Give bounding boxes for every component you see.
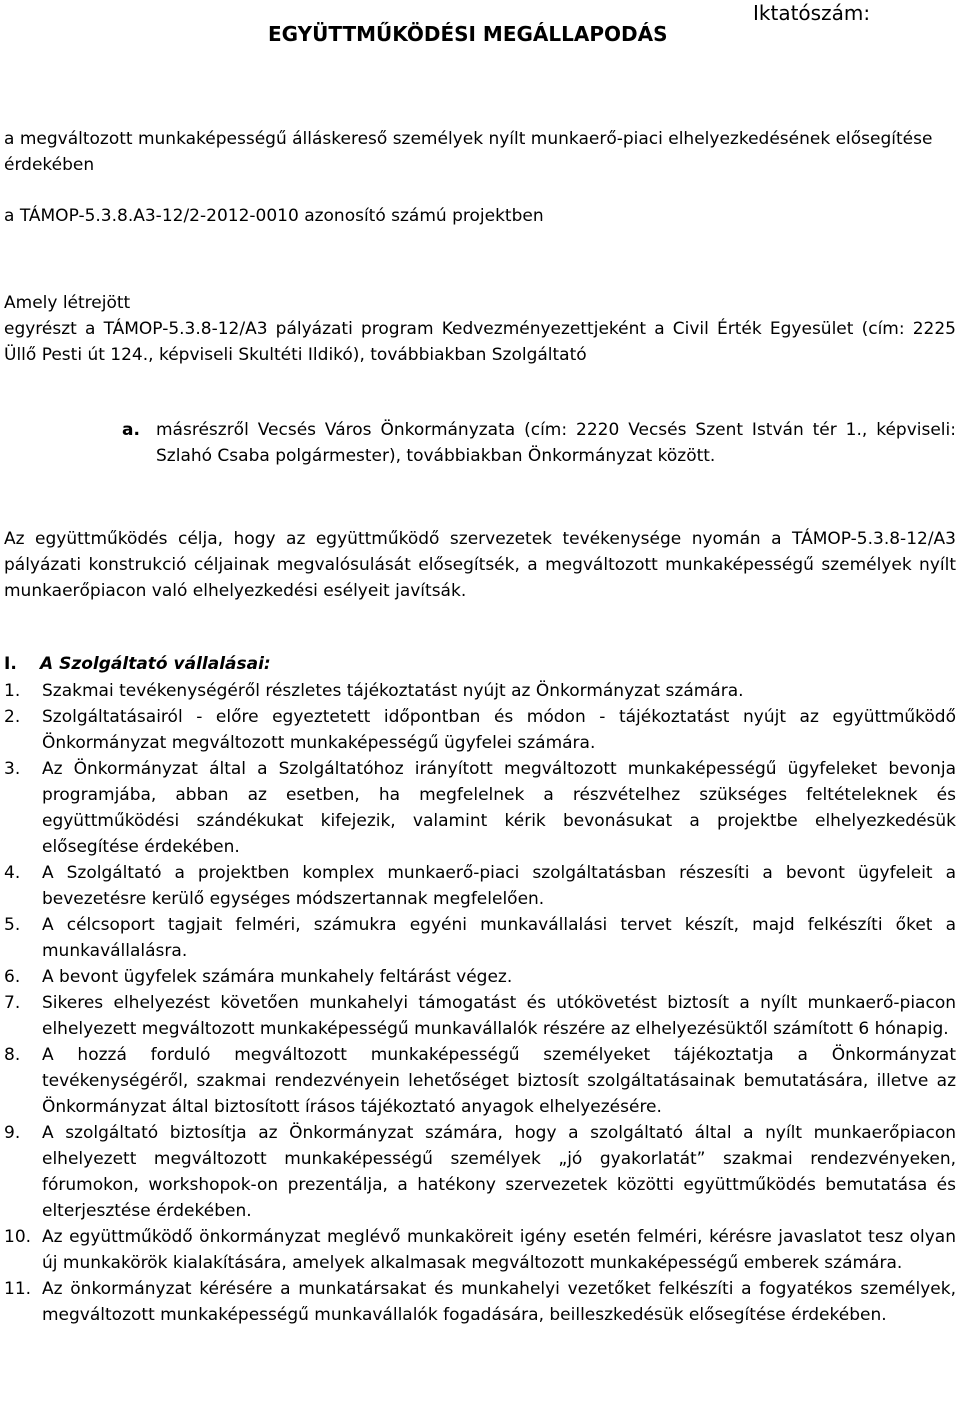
party-two-block (124, 417, 956, 469)
registration-number-label: Iktatószám: (753, 1, 871, 25)
section-one-heading (4, 651, 271, 677)
list-item-number: 2. (4, 707, 21, 727)
list-item-number: 5. (4, 915, 21, 935)
party-one-paragraph: egyrészt a TÁMOP-5.3.8-12/A3 pályázati program Kedvezményezettjeként a Civil Érték Egyesület (cím: 2225 Üllő Pesti út 124., képviseli Skultéti Ildikó), továbbiakban Szolgáltató (4, 319, 956, 365)
list-item-text: Az együttműködő önkormányzat meglévő munkaköreit igény esetén felméri, kérésre javaslatot tesz olyan új munkakörök kialakítására, amelyek alkalmasak megváltozott munkaképességű emberek számára. (42, 1227, 956, 1273)
list-item (4, 1120, 956, 1224)
list-item-number: 7. (4, 993, 21, 1013)
purpose-paragraph: a megváltozott munkaképességű álláskereső személyek nyílt munkaerő-piaci elhelyezkedésének elősegítése érdekében (4, 129, 933, 175)
list-item (4, 990, 956, 1042)
list-item-number: 11. (4, 1279, 32, 1299)
commitments-list (4, 678, 956, 1328)
section-one-number: I. (4, 654, 17, 674)
list-item-number: 8. (4, 1045, 21, 1065)
list-item (4, 1224, 956, 1276)
document-title: EGYÜTTMŰKÖDÉSI MEGÁLLAPODÁS (268, 22, 668, 46)
list-item (4, 1042, 956, 1120)
goal-paragraph: Az együttműködés célja, hogy az együttműködő szervezetek tevékenysége nyomán a TÁMOP-5.3.8-12/A3 pályázati konstrukció céljainak megvalósulását elősegítsék, a megváltozott munkaképességű személyek nyílt munkaerőpiacon való elhelyezkedési esélyeit javítsák. (4, 529, 956, 601)
list-item-text: Sikeres elhelyezést követően munkahelyi támogatást és utókövetést biztosít a nyílt munkaerő-piacon elhelyezett megváltozott munkaképességű munkavállalók részére az elhelyezésüktől számított 6 hónapig. (42, 993, 956, 1039)
list-item-number: 1. (4, 681, 21, 701)
list-item (4, 860, 956, 912)
list-item (4, 964, 956, 990)
list-item (4, 704, 956, 756)
list-item-number: 9. (4, 1123, 21, 1143)
list-item (4, 912, 956, 964)
party-two-paragraph: másrészről Vecsés Város Önkormányzata (cím: 2220 Vecsés Szent István tér 1., képviseli: Szlahó Csaba polgármester), továbbiakban Önkormányzat között. (156, 420, 956, 466)
list-item-text: A célcsoport tagjait felméri, számukra egyéni munkavállalási tervet készít, majd felkészíti őket a munkavállalásra. (42, 915, 956, 961)
list-item-number: 3. (4, 759, 21, 779)
list-item-text: A bevont ügyfelek számára munkahely feltárást végez. (42, 967, 513, 987)
list-item (4, 1276, 956, 1328)
list-item-text: A Szolgáltató a projektben komplex munkaerő-piaci szolgáltatásban részesíti a bevont ügyfeleit a bevezetésre kerülő egységes módszertannak megfelelően. (42, 863, 956, 909)
list-item-text: A hozzá forduló megváltozott munkaképességű személyeket tájékoztatja a Önkormányzat tevékenységéről, szakmai rendezvényein lehetőséget biztosít szolgáltatásainak bemutatására, illetve az Önkormányzat által biztosított írásos tájékoztató anyagok elhelyezésére. (42, 1045, 956, 1117)
party-two-marker: a. (122, 420, 140, 440)
list-item (4, 678, 956, 704)
parties-heading: Amely létrejött (4, 293, 131, 313)
list-item-text: Az önkormányzat kérésére a munkatársakat és munkahelyi vezetőket felkészíti a fogyatékos személyek, megváltozott munkaképességű munkavállalók fogadására, beilleszkedésük elősegítése érdekében. (42, 1279, 956, 1325)
list-item-text: Az Önkormányzat által a Szolgáltatóhoz irányított megváltozott munkaképességű ügyfeleket bevonja programjába, abban az esetben, ha megfelelnek a részvételhez szükséges feltételeknek és együttműködési szándékukat kifejezik, valamint kérik bevonásukat a projektbe elhelyezkedésük elősegítése érdekében. (42, 759, 956, 857)
list-item-number: 10. (4, 1227, 32, 1247)
section-one-title: A Szolgáltató vállalásai: (40, 654, 271, 674)
project-paragraph: a TÁMOP-5.3.8.A3-12/2-2012-0010 azonosító számú projektben (4, 206, 544, 226)
list-item-text: Szakmai tevékenységéről részletes tájékoztatást nyújt az Önkormányzat számára. (42, 681, 744, 701)
list-item-text: Szolgáltatásairól - előre egyeztetett időpontban és módon - tájékoztatást nyújt az együttműködő Önkormányzat megváltozott munkaképességű ügyfelei számára. (42, 707, 956, 753)
list-item-text: A szolgáltató biztosítja az Önkormányzat számára, hogy a szolgáltató által a nyílt munkaerőpiacon elhelyezett megváltozott munkaképességű személyek „jó gyakorlatát” szakmai rendezvényeken, fórumokon, workshopok-on prezentálja, a hatékony szervezetek közötti együttműködés bemutatása és elterjesztése érdekében. (42, 1123, 956, 1221)
list-item-number: 4. (4, 863, 21, 883)
list-item-number: 6. (4, 967, 21, 987)
list-item (4, 756, 956, 860)
